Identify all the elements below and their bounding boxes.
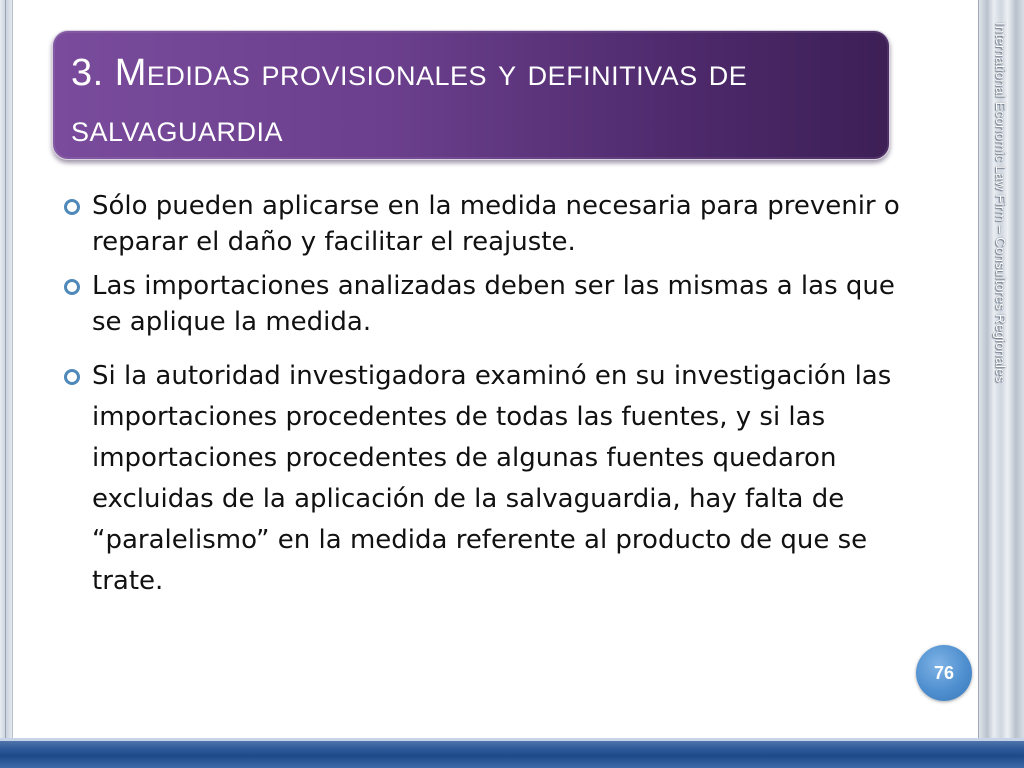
bullet-ring-icon xyxy=(64,199,80,215)
bullet-text: Las importaciones analizadas deben ser las mismas a las que se aplique la medida. xyxy=(92,271,895,337)
side-vertical-text: International Economic Law Firm – Consultores Regionales xyxy=(993,22,1008,383)
bullet-item xyxy=(62,356,912,602)
bullet-ring-icon xyxy=(64,279,80,295)
bottom-decorative-band xyxy=(0,738,1024,768)
bullet-text: Sólo pueden aplicarse en la medida necesaria para prevenir o reparar el daño y facilitar el reajuste. xyxy=(92,191,900,257)
bullet-ring-icon xyxy=(64,369,80,385)
slide-title: 3. Medidas provisionales y definitivas de salvaguardia xyxy=(71,52,748,150)
left-decorative-rail xyxy=(0,0,13,738)
bullet-text: Si la autoridad investigadora examinó en su investigación las importaciones procedentes de todas las fuentes, y si las importaciones procedentes de algunas fuentes quedaron excluidas de la aplicación de la salvaguardia, hay falta de “paralelismo” en la medida referente al producto de que se trate. xyxy=(92,361,892,596)
title-banner xyxy=(52,30,890,160)
bullet-item xyxy=(62,188,912,260)
bullet-list xyxy=(62,188,912,602)
bullet-item xyxy=(62,268,912,340)
page-number-badge: 76 xyxy=(916,645,972,701)
